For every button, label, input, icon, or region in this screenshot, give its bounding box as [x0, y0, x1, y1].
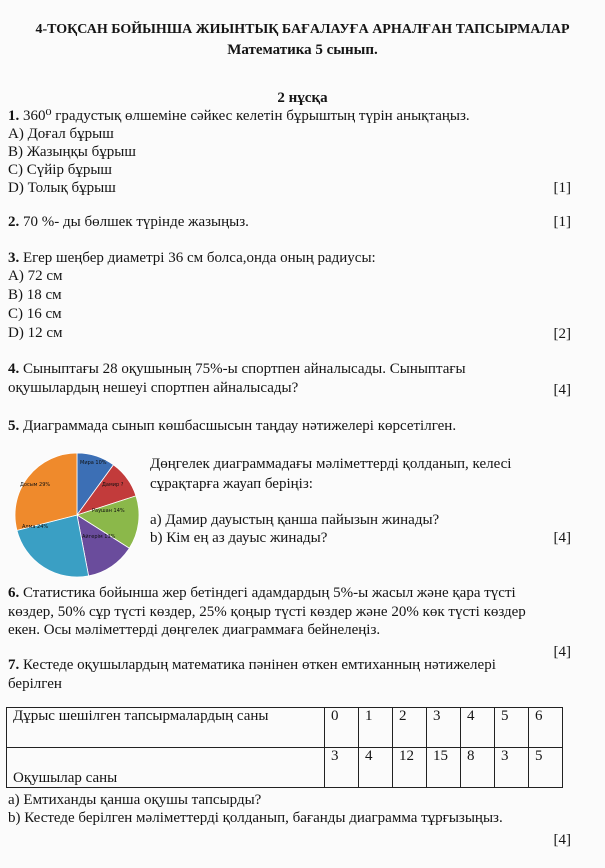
question-3	[8, 250, 376, 267]
q5-points: [4]	[553, 530, 571, 546]
q1-option-a: A) Доғал бұрыш	[8, 126, 114, 142]
q6-points: [4]	[553, 644, 571, 660]
question-6	[8, 585, 516, 602]
question-7	[8, 657, 496, 674]
q3-option-b: B) 18 см	[8, 287, 62, 303]
table-row	[7, 708, 563, 748]
worksheet-subtitle: Математика 5 сынып.	[227, 42, 378, 58]
question-3-number: 3.	[8, 250, 20, 266]
table-cell: 0	[325, 708, 359, 748]
q5-sub-a: a) Дамир дауыстың қанша пайызын жинады?	[150, 512, 440, 528]
pie-label-raushan: Раушан 14%	[92, 508, 125, 514]
pie-label-damir: Дамир ?	[102, 482, 124, 488]
results-table	[6, 707, 563, 788]
variant-label: 2 нұсқа	[277, 90, 328, 106]
pie-chart	[10, 448, 144, 582]
table-cell: 3	[427, 708, 461, 748]
question-2-number: 2.	[8, 214, 20, 230]
table-cell: 2	[393, 708, 427, 748]
q3-option-a: A) 72 см	[8, 268, 63, 284]
question-7-line2: берілген	[8, 676, 62, 692]
table-cell: 5	[495, 708, 529, 748]
table-row	[7, 748, 563, 788]
pie-label-aigerim: Айгерім 13%	[82, 534, 116, 540]
question-5-number: 5.	[8, 418, 20, 434]
table-cell: 6	[529, 708, 563, 748]
table-row2-header: Оқушылар саны	[7, 748, 325, 788]
question-5-text: Диаграммада сынып көшбасшысын таңдау нәтижелері көрсетілген.	[23, 418, 457, 434]
table-cell: 15	[427, 748, 461, 788]
question-4-line2: оқушылардың нешеуі спортпен айналысады?	[8, 380, 299, 396]
question-5	[8, 418, 456, 435]
q5-instruction-line1: Дөңгелек диаграммадағы мәліметтерді қолданып, келесі	[150, 456, 512, 472]
question-7-line1: Кестеде оқушылардың математика пәнінен өткен емтиханның нәтижелері	[23, 657, 496, 673]
q3-points: [2]	[553, 326, 571, 342]
q7-sub-b: b) Кестеде берілген мәліметтерді қолданып, бағанды диаграмма тұрғызыңыз.	[8, 810, 503, 826]
q3-option-c: C) 16 см	[8, 306, 62, 322]
question-6-line2: көздер, 50% сұр түсті көздер, 25% қоңыр түсті көздер және 20% көк түсті көздер	[8, 604, 526, 620]
table-cell: 3	[325, 748, 359, 788]
question-1-number: 1.	[8, 108, 20, 124]
q1-option-b: B) Жазыңқы бұрыш	[8, 144, 136, 160]
question-7-number: 7.	[8, 657, 20, 673]
table-cell: 3	[495, 748, 529, 788]
question-6-number: 6.	[8, 585, 20, 601]
q1-points: [1]	[553, 180, 571, 196]
pie-label-alma: Алма 24%	[22, 524, 49, 530]
table-cell: 4	[359, 748, 393, 788]
question-6-line3: екен. Осы мәліметтерді дөңгелек диаграммаға бейнелеңіз.	[8, 622, 381, 638]
question-1	[8, 108, 470, 125]
question-4-number: 4.	[8, 361, 20, 377]
question-4-line1: Сыныптағы 28 оқушының 75%-ы спортпен айналысады. Сыныптағы	[23, 361, 466, 377]
question-3-text: Егер шеңбер диаметрі 36 см болса,онда оның радиусы:	[23, 250, 376, 266]
q7-sub-a: a) Емтиханды қанша оқушы тапсырды?	[8, 792, 262, 808]
table-cell: 1	[359, 708, 393, 748]
question-4	[8, 361, 466, 378]
pie-label-dosym: Досым 29%	[20, 482, 51, 488]
table-cell: 12	[393, 748, 427, 788]
pie-chart-svg	[10, 448, 144, 582]
table-row1-header: Дұрыс шешілген тапсырмалардың саны	[7, 708, 325, 748]
question-2	[8, 214, 249, 231]
table-cell: 5	[529, 748, 563, 788]
q1-option-d: D) Толық бұрыш	[8, 180, 116, 196]
q4-points: [4]	[553, 382, 571, 398]
pie-label-mira: Мира 10%	[80, 460, 107, 466]
q2-points: [1]	[553, 214, 571, 230]
worksheet-title: 4-ТОҚСАН БОЙЫНША ЖИЫНТЫҚ БАҒАЛАУҒА АРНАЛҒАН ТАПСЫРМАЛАР	[35, 22, 570, 37]
q5-sub-b: b) Кім ең аз дауыс жинады?	[150, 530, 328, 546]
q7-points: [4]	[553, 832, 571, 848]
q5-instruction-line2: сұрақтарға жауап беріңіз:	[150, 476, 313, 492]
table-cell: 8	[461, 748, 495, 788]
table-cell: 4	[461, 708, 495, 748]
question-1-text: 360⁰ градустық өлшеміне сәйкес келетін бұрыштың түрін анықтаңыз.	[23, 108, 470, 124]
q3-option-d: D) 12 см	[8, 325, 63, 341]
question-6-line1: Статистика бойынша жер бетіндегі адамдардың 5%-ы жасыл және қара түсті	[23, 585, 516, 601]
question-2-text: 70 %- ды бөлшек түрінде жазыңыз.	[23, 214, 249, 230]
q1-option-c: C) Сүйір бұрыш	[8, 162, 112, 178]
